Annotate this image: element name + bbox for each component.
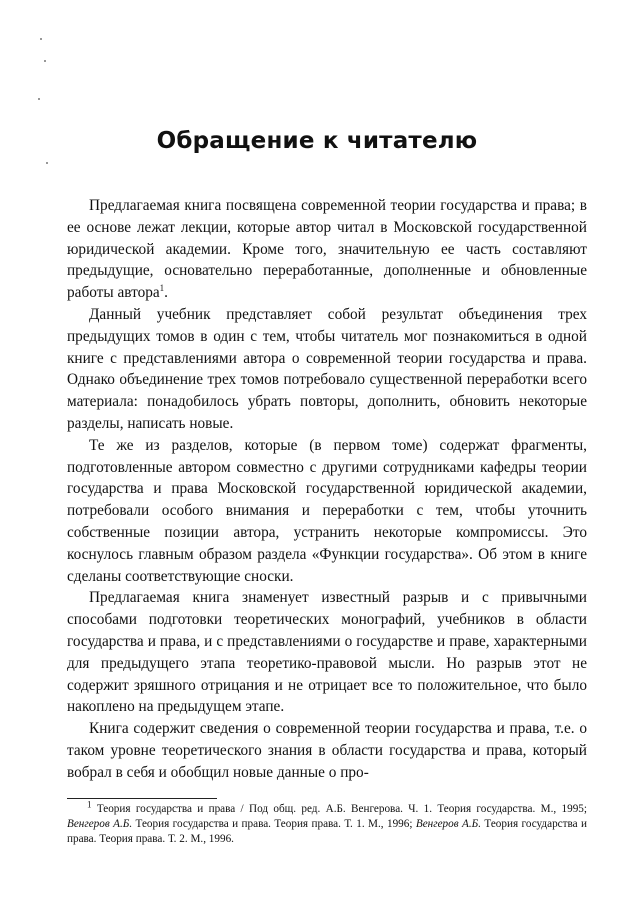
scan-speck bbox=[46, 162, 48, 164]
footnote-author: Венгеров А.Б. bbox=[415, 818, 482, 830]
paragraph: Предлагаемая книга знаменует известный разрыв и с привычными способами подготовки теоретических монографий, учебников в области государства и права, и с представлениями о государстве и праве, характерными для предыдущего этапа теоретико-правовой мысли. Но разрыв этот не содержит зряшного отрицания и не отрицает все то положительное, что было накоплено на предыдущем этапе. bbox=[67, 589, 587, 716]
paragraph: Те же из разделов, которые (в первом томе) содержат фрагменты, подготовленные автором совместно с другими сотрудниками кафедры теории государства и права Московской государственной юридической академии, потребовали особого внимания и переработки с тем, чтобы уточнить собственные позиции автора, устранить некоторые компромиссы. Это коснулось главным образом раздела «Функции государства». Об этом в книге сделаны соответствующие сноски. bbox=[67, 436, 587, 585]
scan-speck bbox=[38, 98, 40, 100]
scan-speck bbox=[44, 60, 46, 62]
footnote-author: Венгеров А.Б. bbox=[67, 818, 133, 830]
paragraph: Предлагаемая книга посвящена современной теории государства и права; в ее основе лежат лекции, которые автор читал в Московской государственной юридической академии. Кроме того, значительную ее часть составляют предыдущие, основательно переработанные, дополненные и обновленные работы автора$^1$. bbox=[67, 197, 587, 302]
scan-speck bbox=[40, 38, 42, 40]
paragraph: Данный учебник представляет собой результат объединения трех предыдущих томов в один с тем, чтобы читатель мог познакомиться в одной книге с представлениями автора о современной теории государства и права. Однако объединение трех томов потребовало существенной переработки всего материала: понадобилось убрать повторы, дополнить, обновить некоторые разделы, написать новые. bbox=[67, 305, 587, 432]
paragraph: Книга содержит сведения о современной теории государства и права, т.е. о таком уровне теоретического знания в области государства и права, который вобрал в себя и обобщил новые данные о про- bbox=[67, 720, 587, 781]
footnote: $^1$ Теория государства и права / Под общ. ред. А.Б. Венгерова. Ч. 1. Теория государства. М., 1995; Венгеров А.Б. Теория государства и права. Теория права. Т. 1. М., 1996; Венгеров А.Б. Теория государства и права. Теория права. Т. 2. М., 1996. bbox=[67, 799, 588, 845]
page-title: Обращение к читателю bbox=[156, 128, 478, 154]
footnote-ref: 1 bbox=[159, 283, 165, 294]
footnote-mark: 1 bbox=[87, 799, 92, 810]
main-text bbox=[67, 195, 587, 784]
